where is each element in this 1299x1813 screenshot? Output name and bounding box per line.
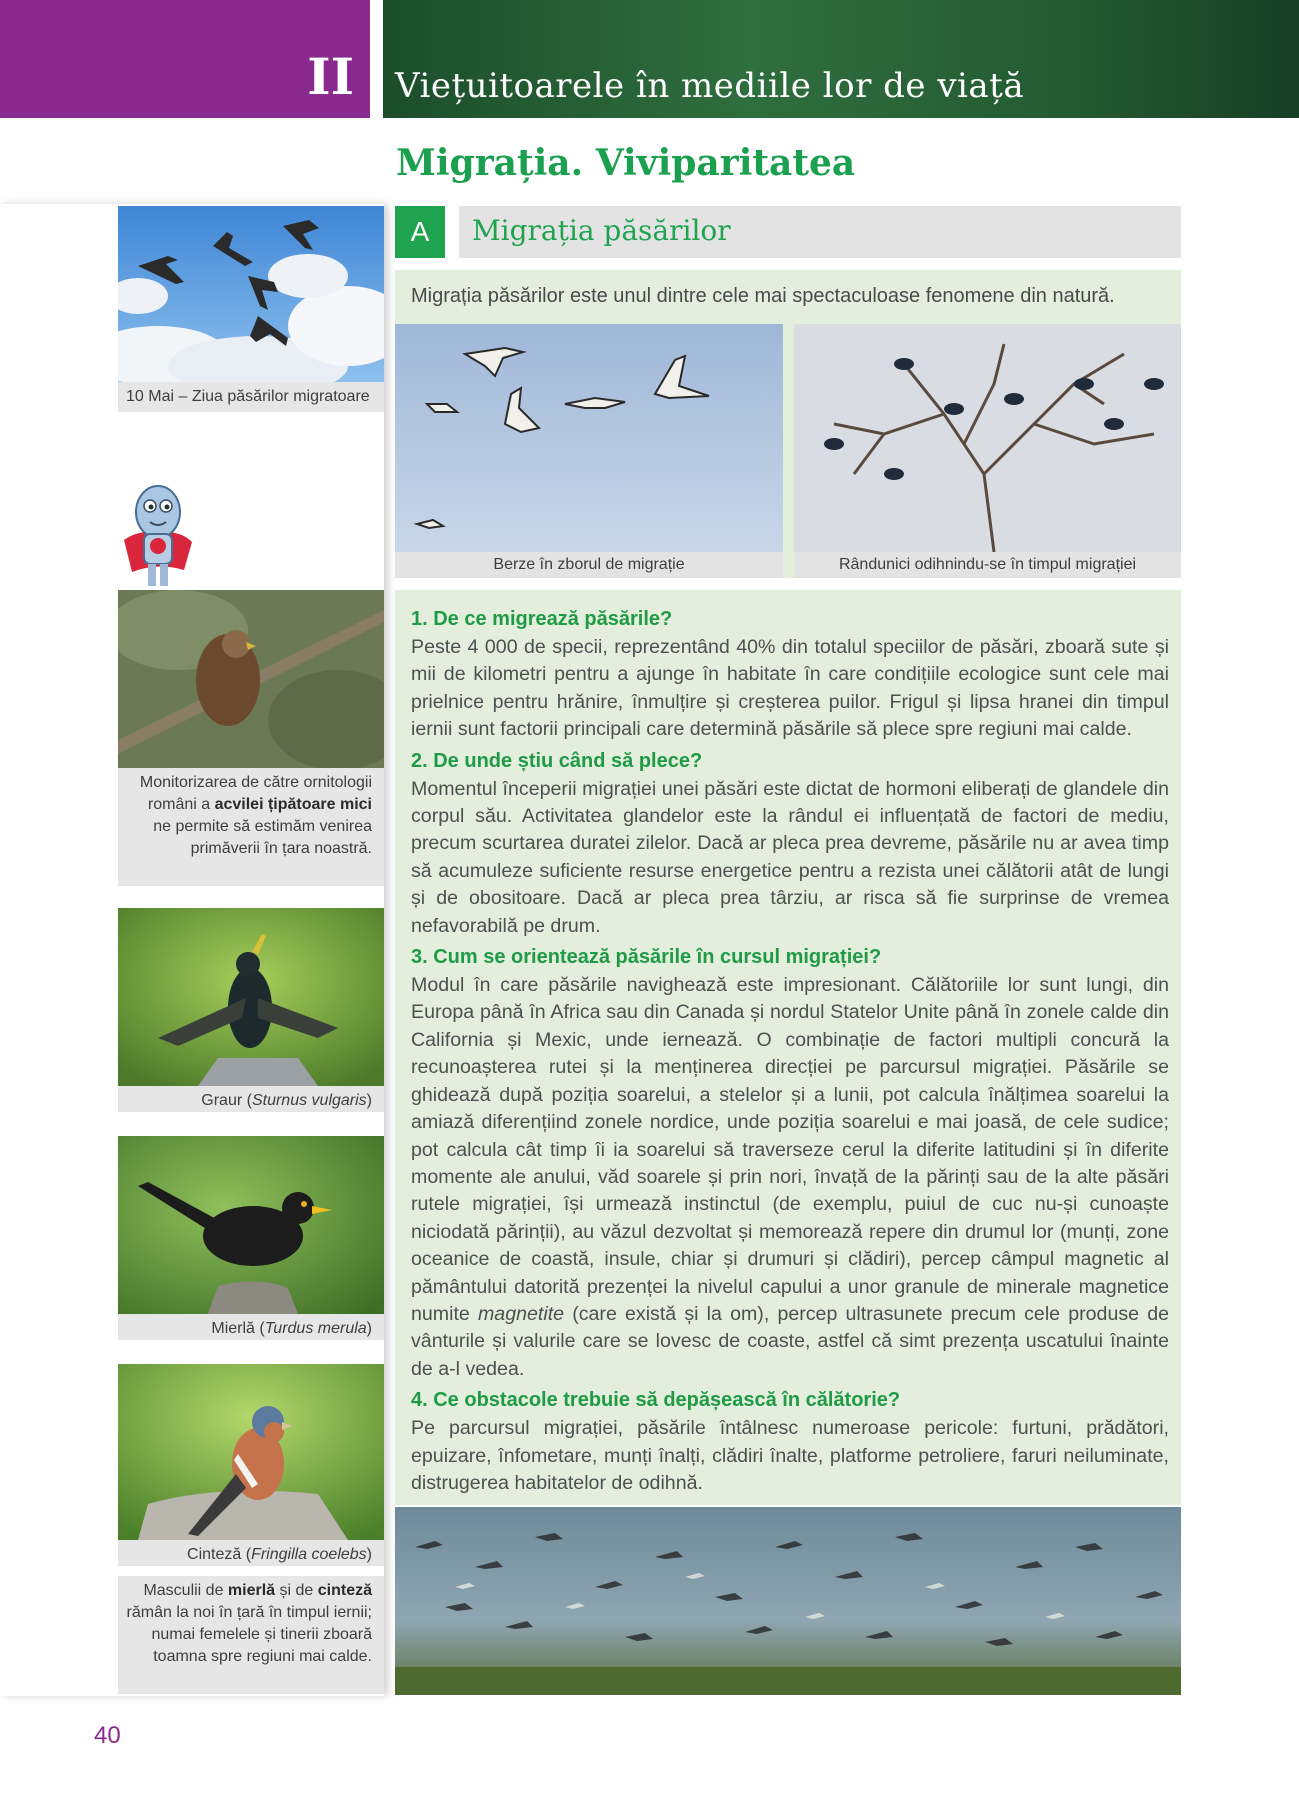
chapter-title: Viețuitoarele în mediile lor de viață xyxy=(395,66,1025,106)
intro-text: Migrația păsărilor este unul dintre cele mai spectaculoase fenomene din natură. xyxy=(411,285,1115,307)
section-title: Migrația păsărilor xyxy=(472,214,731,247)
storks-caption: Berze în zborul de migrație xyxy=(395,552,783,578)
geese-photo xyxy=(118,206,384,382)
eagle-photo xyxy=(118,590,384,768)
lesson-title: Migrația. Viviparitatea xyxy=(396,142,856,184)
swallows-caption: Rândunici odihnindu-se în timpul migrației xyxy=(794,552,1181,578)
blackbird-caption: Mierlă (Turdus merula) xyxy=(118,1314,384,1340)
mascot-illustration xyxy=(118,470,198,594)
answer-4: Pe parcursul migrației, păsările întâlnesc numeroase pericole: furtuni, prădători, epuizare, înfometare, munți înalți, clădiri înalte, platforme petroliere, faruri neiluminate, distrugerea habitatelor de odihnă. xyxy=(411,1417,1169,1494)
starling-photo xyxy=(118,908,384,1086)
chaffinch-photo xyxy=(118,1364,384,1540)
answer-2: Momentul începerii migrației unei păsări este dictat de hormoni eliberați de glandele din corpul său. Activitatea glandelor este la rândul ei influențată de factori de mediu, precum scurtarea duratei zilelor. Dacă ar pleca prea devreme, păsările nu ar avea timp să acumuleze suficiente resurse energetice pentru a rezista unei călătorii atât de lungi și de obositoare. Dacă ar pleca prea târziu, ar risca să fie surprinse de vremea nefavorabilă pe drum. xyxy=(411,777,1169,937)
swallows-photo xyxy=(794,324,1181,552)
eagle-caption: Monitorizarea de către ornitologii români a acvilei țipătoare mici ne permite să estimăm venirea primăverii în țara noastră. xyxy=(118,768,384,886)
question-2: 2. De unde știu când să plece? xyxy=(411,749,703,772)
sidebar-note: Masculii de mierlă și de cinteză rămân la noi în țară în timpul iernii; numai femelele și tinerii zboară toamna spre regiuni mai calde. xyxy=(118,1576,384,1694)
starling-caption: Graur (Sturnus vulgaris) xyxy=(118,1086,384,1112)
chaffinch-caption: Cinteză (Fringilla coelebs) xyxy=(118,1540,384,1566)
answer-3: Modul în care păsările navighează este impresionant. Călătoriile lor sunt lungi, din Europa până în Africa sau din Canada și nordul Statelor Unite până în zonele calde din California și Mexic, unde iernează. O combinație de factori multipli concură la recunoașterea rutei și la menținerea direcției pe parcursul migrației. Păsările se ghidează după poziția soarelui, a stelelor și a lunii, pot calcula înălțimea soarelui la amiază diferențiind zonele nordice, unde poziția soarelui e mai joasă, de cele sudice; pot calcula cât timp îi ia soarelui să traverseze cerul la diferite latitudini și în diferite momente ale anului, văd soarele și prin nori, învață de la părinți sau de la alte păsări rutele migrației, își urmează instinctul (de exemplu, puiul de cuc nu-și cunoaște niciodată părinții), au văzul dezvoltat și memorează repere din drumul lor (munți, zone oceanice de coastă, insule, chiar și drumuri și clădiri), percep câmpul magnetic al pământului datorită prezenței la nivelul capului a unor granule de minerale magnetice numite magnetite (care există și la om), percep ultrasunete precum cele produse de vânturile și valurile care se lovesc de coaste, astfel că simt prezența uscatului înainte de a-l vedea. xyxy=(411,974,1169,1380)
question-1: 1. De ce migrează păsările? xyxy=(411,608,673,630)
page-number: 40 xyxy=(94,1722,121,1749)
flock-photo xyxy=(395,1507,1181,1695)
chapter-numeral: II xyxy=(307,47,354,106)
answer-1: Peste 4 000 de specii, reprezentând 40% din totalul speciilor de păsări, zboară sute și mii de kilometri pentru a ajunge în habitate în care condițiile ecologice sunt cele mai prielnice pentru hrănire, înmulțire și creșterea puilor. Frigul și lipsa hranei din timpul iernii sunt factorii principali care determină păsările să plece spre regiuni mai calde. xyxy=(411,636,1169,741)
section-letter: A xyxy=(395,206,445,258)
geese-caption: 10 Mai – Ziua păsărilor migratoare xyxy=(118,382,384,412)
qa-content xyxy=(411,604,1169,1499)
question-3: 3. Cum se orientează păsările în cursul migrației? xyxy=(411,946,882,969)
storks-photo xyxy=(395,324,783,552)
question-4: 4. Ce obstacole trebuie să depășească în călătorie? xyxy=(411,1389,901,1412)
blackbird-photo xyxy=(118,1136,384,1314)
